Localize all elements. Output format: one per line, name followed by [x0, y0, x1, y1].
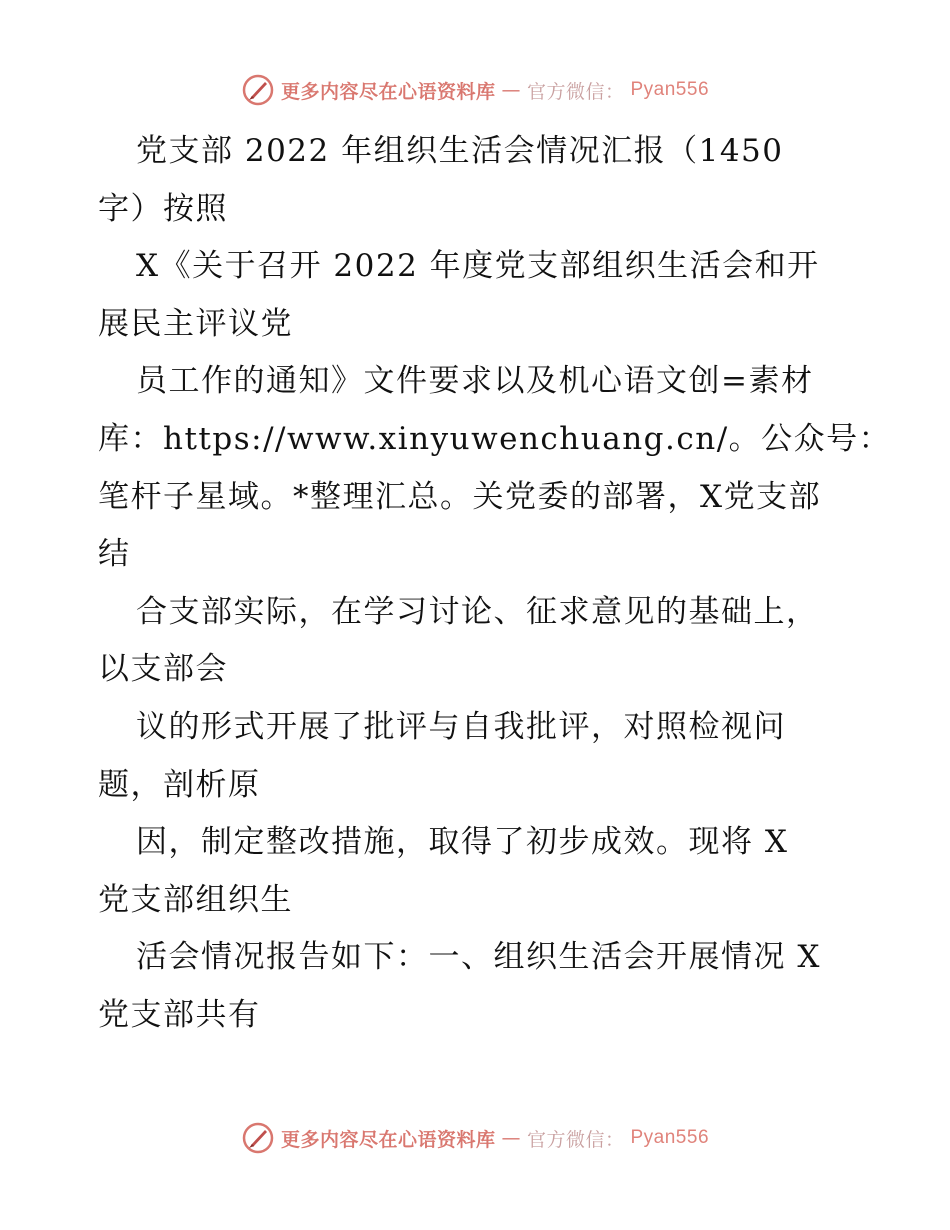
paragraph-line: 以支部会 [98, 651, 228, 688]
paragraph-line: 活会情况报告如下：一、组织生活会开展情况 X [136, 939, 821, 976]
paragraph-line: 笔杆子星域。*整理汇总。关党委的部署，X党支部 [98, 478, 822, 515]
paragraph-line: 议的形式开展了批评与自我批评，对照检视问 [136, 708, 786, 745]
paragraph-line: 字）按照 [98, 190, 228, 227]
paragraph-line: 因，制定整改措施，取得了初步成效。现将 X [136, 824, 789, 861]
footer-watermark [0, 1118, 950, 1158]
paragraph-line: 党支部组织生 [98, 881, 293, 918]
paragraph-line: X《关于召开 2022 年度党支部组织生活会和开 [136, 248, 820, 285]
watermark-dash: — [501, 79, 521, 101]
header-watermark [0, 70, 950, 110]
paragraph-line: 党支部共有 [98, 996, 261, 1033]
paragraph-line: 党支部 2022 年组织生活会情况汇报（1450 [136, 133, 784, 169]
watermark-main-text: 更多内容尽在心语资料库 [280, 1128, 496, 1151]
watermark-wechat-id: Pyan556 [630, 79, 710, 100]
paragraph-line: 库：https://www.xinyuwenchuang.cn/。公众号： [98, 420, 892, 457]
document-body [98, 123, 892, 1045]
paragraph-line: 题，剖析原 [98, 766, 261, 803]
paragraph-line: 结 [98, 536, 131, 573]
watermark-dash: — [501, 1127, 521, 1149]
brush-pen-logo-icon [241, 73, 275, 107]
watermark-label: 官方微信： [526, 80, 625, 103]
paragraph-line: 员工作的通知》文件要求以及机心语文创=素材 [136, 363, 814, 400]
watermark-wechat-id: Pyan556 [630, 1127, 710, 1148]
paragraph-line: 展民主评议党 [98, 305, 293, 342]
brush-pen-logo-icon [241, 1121, 275, 1155]
paragraph-line: 合支部实际，在学习讨论、征求意见的基础上， [136, 593, 819, 630]
watermark-label: 官方微信： [526, 1128, 625, 1151]
watermark-main-text: 更多内容尽在心语资料库 [280, 80, 496, 103]
